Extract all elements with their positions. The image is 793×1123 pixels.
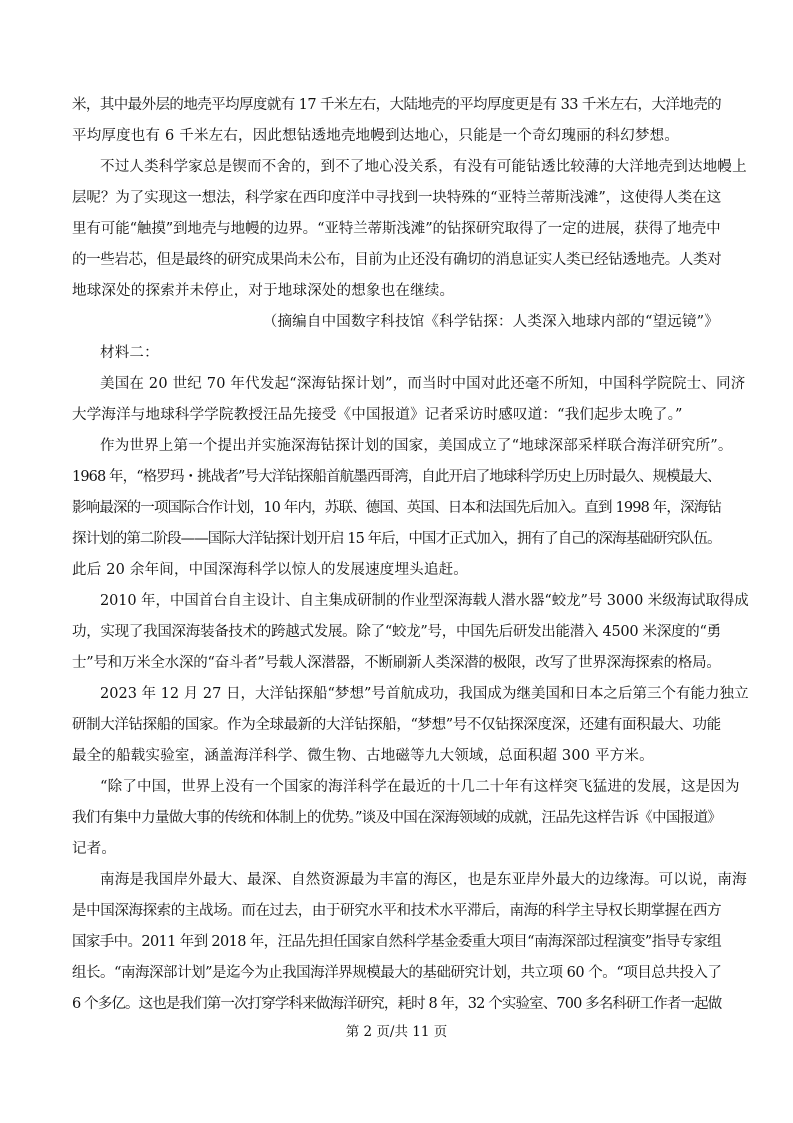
section-heading: 材料二： — [100, 345, 159, 361]
text-line: 6 个多亿。这也是我们第一次打穿学科来做海洋研究，耗时 8 年，32 个实验室、700 多名科研工作者一起做 — [72, 996, 722, 1012]
text-line: 1968 年，“格罗玛・挑战者”号大洋钻探船首航墨西哥湾，自此开启了地球科学历史上历时最久、规模最大、 — [72, 469, 721, 485]
source-citation: （摘编自中国数字科技馆《科学钻探：人类深入地球内部的“望远镜”》 — [262, 314, 719, 330]
text-line: 美国在 20 世纪 70 年代发起“深海钻探计划”，而当时中国对此还毫不所知，中国科学院院士、同济 — [100, 376, 746, 392]
text-line: 平均厚度也有 6 千米左右，因此想钻透地壳地幔到达地心，只能是一个奇幻瑰丽的科幻梦想。 — [72, 128, 680, 144]
text-line: 是中国深海探索的主战场。而在过去，由于研究水平和技术水平滞后，南海的科学主导权长期掌握在西方 — [72, 903, 722, 919]
text-line: 我们有集中力量做大事的传统和体制上的优势。”谈及中国在深海领域的成就，汪品先这样告诉《中国报道》 — [72, 810, 722, 826]
text-line: 不过人类科学家总是锲而不舍的，到不了地心没关系，有没有可能钻透比较薄的大洋地壳到达地幔上 — [100, 159, 747, 175]
text-line: 研制大洋钻探船的国家。作为全球最新的大洋钻探船，“梦想”号不仅钻探深度深，还建有面积最大、功能 — [72, 717, 721, 733]
text-line: 国家手中。2011 年到 2018 年，汪品先担任国家自然科学基金委重大项目“南海深部过程演变”指导专家组 — [72, 934, 722, 950]
text-line: 探计划的第二阶段——国际大洋钻探计划开启 15 年后，中国才正式加入，拥有了自己的深海基础研究队伍。 — [72, 531, 721, 547]
text-line: 2023 年 12 月 27 日，大洋钻探船“梦想”号首航成功，我国成为继美国和日本之后第三个有能力独立 — [100, 686, 749, 702]
text-line: 影响最深的一项国际合作计划，10 年内，苏联、德国、英国、日本和法国先后加入。直到 1998 年，深海钻 — [72, 500, 722, 516]
text-line: 的一些岩芯，但是最终的研究成果尚未公布，目前为止还没有确切的消息证实人类已经钻透地壳。人类对 — [72, 252, 722, 268]
text-line: 功，实现了我国深海装备技术的跨越式发展。除了“蛟龙”号，中国先后研发出能潜入 4500 米深度的“勇 — [72, 624, 721, 640]
text-line: 此后 20 余年间，中国深海科学以惊人的发展速度埋头追赶。 — [72, 562, 468, 578]
text-line: 大学海洋与地球科学学院教授汪品先接受《中国报道》记者采访时感叹道：“我们起步太晚了。” — [72, 407, 683, 423]
text-line: 米，其中最外层的地壳平均厚度就有 17 千米左右，大陆地壳的平均厚度更是有 33 千米左右，大洋地壳的 — [72, 97, 722, 113]
text-line: 作为世界上第一个提出并实施深海钻探计划的国家，美国成立了“地球深部采样联合海洋研究所”。 — [100, 438, 733, 454]
text-line: 层呢？为了实现这一想法，科学家在西印度洋中寻找到一块特殊的“亚特兰蒂斯浅滩”，这使得人类在这 — [72, 190, 722, 206]
text-line: 记者。 — [72, 841, 117, 857]
text-line: 南海是我国岸外最大、最深、自然资源最为丰富的海区，也是东亚岸外最大的边缘海。可以说，南海 — [100, 872, 747, 888]
text-line: 最全的船载实验室，涵盖海洋科学、微生物、古地磁等九大领域，总面积超 300 平方米。 — [72, 748, 654, 764]
text-line: 士”号和万米全水深的“奋斗者”号载人深潜器，不断刷新人类深潜的极限，改写了世界深海探索的格局。 — [72, 655, 721, 671]
text-line: 组长。“南海深部计划”是迄今为止我国海洋界规模最大的基础研究计划，共立项 60 个。“项目总共投入了 — [72, 965, 722, 981]
text-line: 里有可能“触摸”到地壳与地幔的边界。“亚特兰蒂斯浅滩”的钻探研究取得了一定的进展，获得了地壳中 — [72, 221, 721, 237]
text-line: 地球深处的探索并未停止，对于地球深处的想象也在继续。 — [72, 283, 455, 299]
page-number-footer: 第 2 页/共 11 页 — [345, 1024, 448, 1040]
text-line: 2010 年，中国首台自主设计、自主集成研制的作业型深海载人潜水器“蛟龙”号 3000 米级海试取得成 — [100, 593, 749, 609]
text-line: “除了中国，世界上没有一个国家的海洋科学在最近的十几二十年有这样突飞猛进的发展，这是因为 — [100, 779, 740, 795]
